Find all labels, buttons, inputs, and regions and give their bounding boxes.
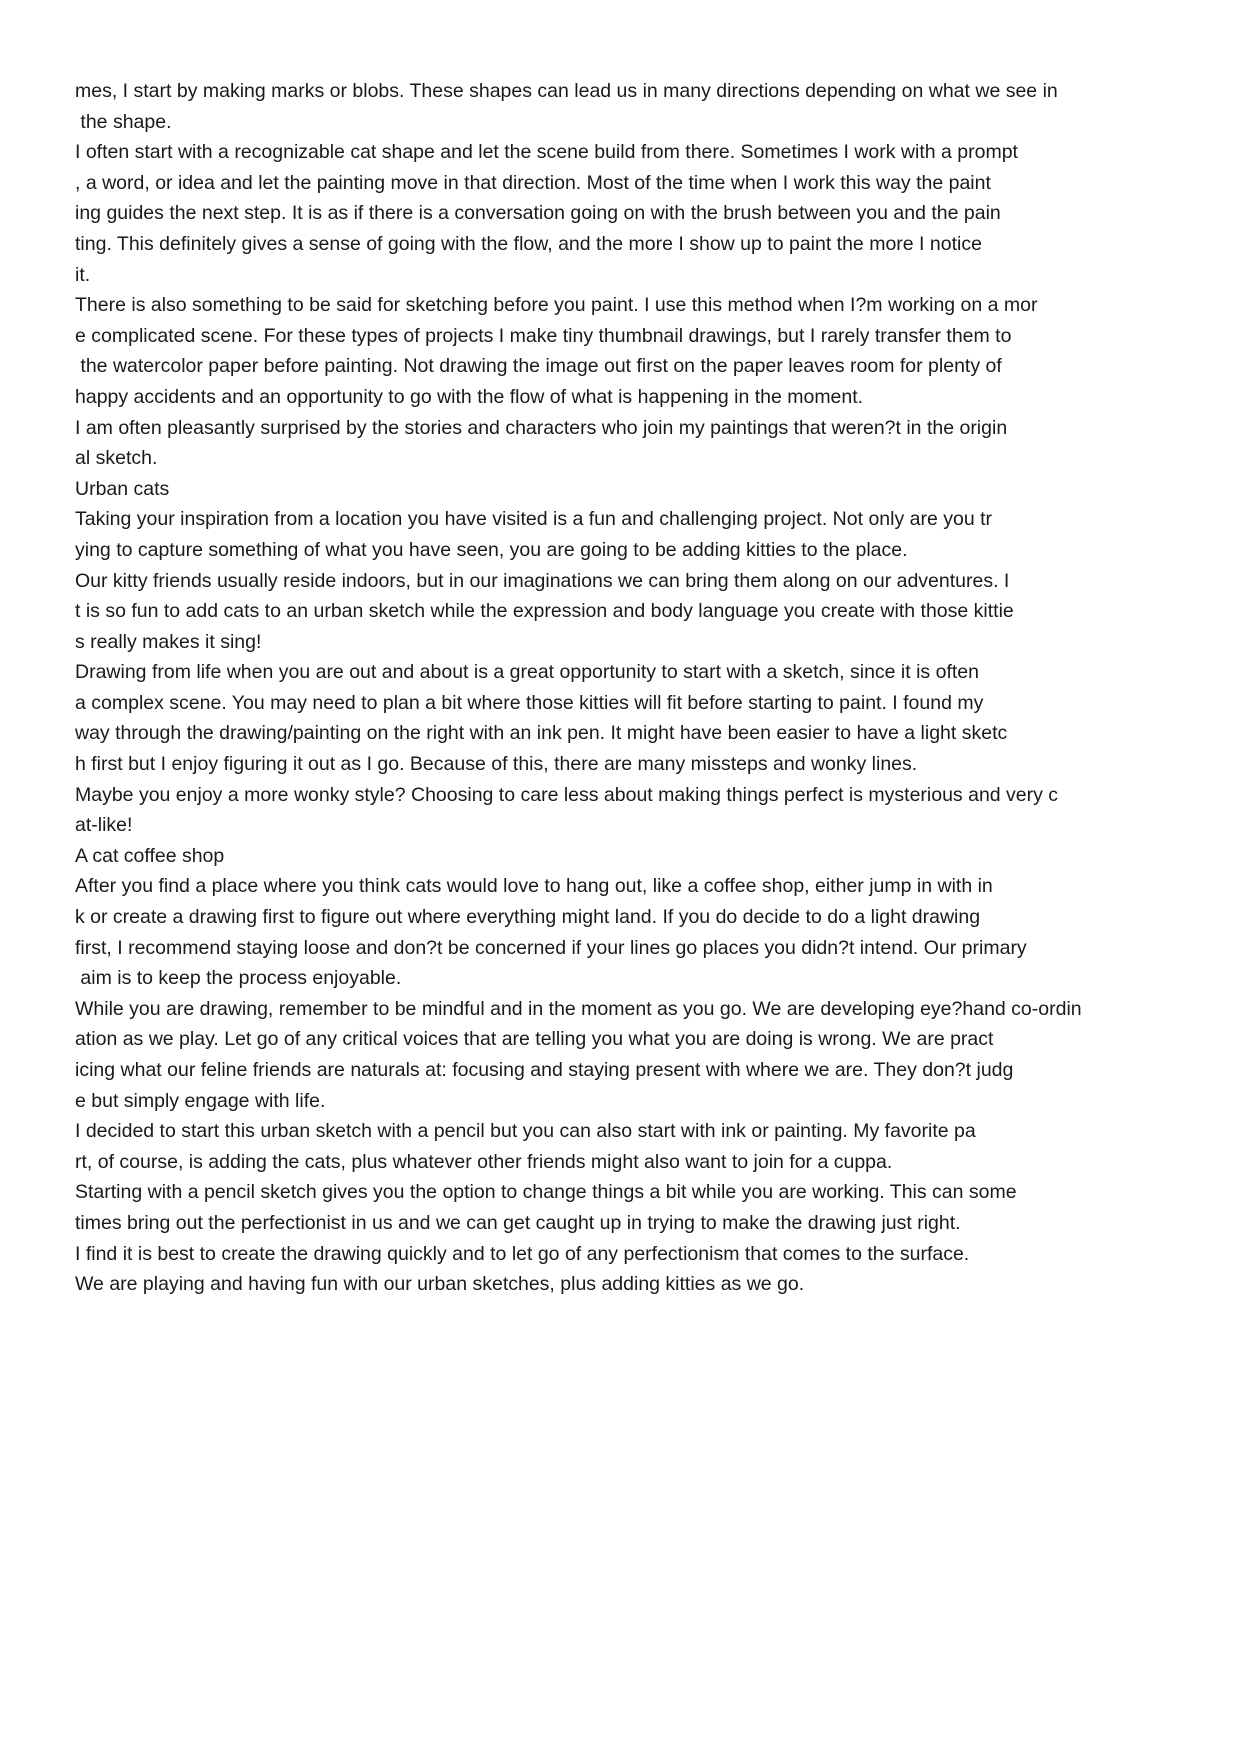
text-line: aim is to keep the process enjoyable. <box>75 967 402 990</box>
text-line: rt, of course, is adding the cats, plus whatever other friends might also want to join for a cuppa. <box>75 1150 893 1173</box>
text-line: While you are drawing, remember to be mindful and in the moment as you go. We are developing eye?hand co-ordin <box>75 997 1082 1020</box>
text-line: the shape. <box>75 110 172 133</box>
text-line: a complex scene. You may need to plan a bit where those kitties will fit before starting to paint. I found my <box>75 691 984 714</box>
text-line: h first but I enjoy figuring it out as I go. Because of this, there are many missteps and wonky lines. <box>75 753 918 776</box>
text-line: k or create a drawing first to figure out where everything might land. If you do decide to do a light drawing <box>75 906 981 929</box>
text-line: I am often pleasantly surprised by the stories and characters who join my paintings that weren?t in the origin <box>75 416 1008 439</box>
text-line: Our kitty friends usually reside indoors, but in our imaginations we can bring them along on our adventures. I <box>75 569 1010 592</box>
text-line: e but simply engage with life. <box>75 1089 326 1112</box>
text-line: at-like! <box>75 814 133 837</box>
text-line: Maybe you enjoy a more wonky style? Choosing to care less about making things perfect is mysterious and very c <box>75 783 1059 806</box>
text-line: e complicated scene. For these types of projects I make tiny thumbnail drawings, but I rarely transfer them to <box>75 324 1012 347</box>
text-line: I find it is best to create the drawing quickly and to let go of any perfectionism that comes to the surface. <box>75 1242 970 1265</box>
text-line: t is so fun to add cats to an urban sketch while the expression and body language you create with those kittie <box>75 600 1014 623</box>
body-text <box>75 76 1225 1300</box>
text-line: way through the drawing/painting on the right with an ink pen. It might have been easier to have a light sketc <box>75 722 1008 745</box>
text-line: Taking your inspiration from a location you have visited is a fun and challenging project. Not only are you tr <box>75 508 993 531</box>
text-line: ation as we play. Let go of any critical voices that are telling you what you are doing is wrong. We are pract <box>75 1028 994 1051</box>
text-line: Starting with a pencil sketch gives you the option to change things a bit while you are working. This can some <box>75 1181 1017 1204</box>
text-line: I decided to start this urban sketch with a pencil but you can also start with ink or painting. My favorite pa <box>75 1120 976 1143</box>
text-line: al sketch. <box>75 447 158 470</box>
text-line: ying to capture something of what you have seen, you are going to be adding kitties to the place. <box>75 538 908 561</box>
text-line: After you find a place where you think cats would love to hang out, like a coffee shop, either jump in with in <box>75 875 993 898</box>
text-line: times bring out the perfectionist in us and we can get caught up in trying to make the drawing just right. <box>75 1211 961 1234</box>
text-line: I often start with a recognizable cat shape and let the scene build from there. Sometimes I work with a prompt <box>75 141 1018 164</box>
text-line: s really makes it sing! <box>75 630 262 653</box>
text-line: We are playing and having fun with our urban sketches, plus adding kitties as we go. <box>75 1273 805 1296</box>
text-line: ting. This definitely gives a sense of going with the flow, and the more I show up to paint the more I notice <box>75 232 982 255</box>
text-line: There is also something to be said for sketching before you paint. I use this method when I?m working on a mor <box>75 294 1038 317</box>
text-line: mes, I start by making marks or blobs. These shapes can lead us in many directions depending on what we see in <box>75 80 1058 102</box>
text-line: icing what our feline friends are naturals at: focusing and staying present with where we are. They don?t judg <box>75 1059 1014 1081</box>
section-heading-cat-coffee-shop: A cat coffee shop <box>75 844 225 867</box>
text-line: Drawing from life when you are out and about is a great opportunity to start with a sketch, since it is often <box>75 661 979 684</box>
text-line: ing guides the next step. It is as if there is a conversation going on with the brush between you and the pain <box>75 202 1001 225</box>
text-line: it. <box>75 263 91 286</box>
text-line: happy accidents and an opportunity to go with the flow of what is happening in the moment. <box>75 385 864 408</box>
text-line: the watercolor paper before painting. Not drawing the image out first on the paper leaves room for plenty of <box>75 355 1002 378</box>
section-heading-urban-cats: Urban cats <box>75 477 170 500</box>
text-line: , a word, or idea and let the painting move in that direction. Most of the time when I work this way the paint <box>75 171 991 194</box>
text-line: first, I recommend staying loose and don?t be concerned if your lines go places you didn?t intend. Our primary <box>75 936 1027 959</box>
